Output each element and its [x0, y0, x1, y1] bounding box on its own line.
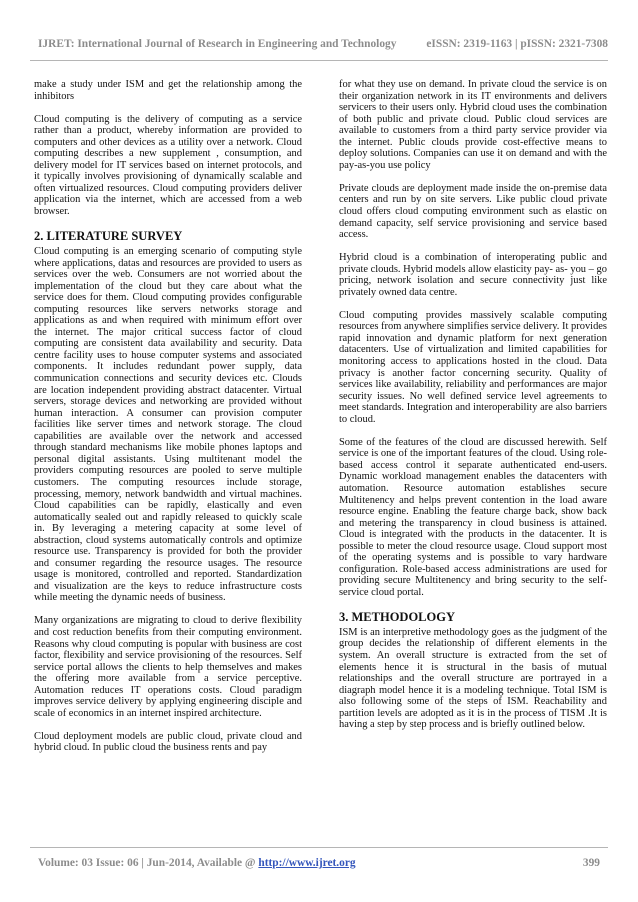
paragraph: for what they use on demand. In private cloud the service is on their organization network in its IT environments and delivers servicers to their users only. Hybrid cloud uses the combination of both public and private cloud. Public cloud services are available to customers from a third party service provider via the internet. Public clouds provide cost-effective means to deploy solutions. Companies can use it on demand and with the pay-as-you use policy: [339, 79, 607, 171]
footer-divider: [30, 847, 608, 848]
paragraph: Some of the features of the cloud are discussed herewith. Self service is one of the important features of the cloud. Using role-based access control it separate authenticated end-users. Dynamic workload management enables the datacenters with automation. Resource automation establishes secure Multitenency and helps prevent contention in the load aware resource engine. Enabling the feature charge back, show back and metering the transparency in cloud business is attained. Cloud is integrated with the products in the datacenter. It is possible to meter the cloud resource usage. Cloud support most of the operating systems and is possible to vary hardware configuration. Role-based access administrations are used for providing secure Multitenency and bring security to the self-service cloud portal.: [339, 436, 607, 598]
paragraph: Many organizations are migrating to cloud to derive flexibility and cost reduction benefits from their computing environment. Reasons why cloud computing is popular with business are cost factor, flexibility and service provisioning of the resources. Self service portal allows the clients to help themselves and makes the offering more available from a service perceptive. Automation reduces IT operations costs. Cloud paradigm improves service delivery by applying engineering disciple and scale of economics in an internet inspired architecture.: [34, 615, 302, 719]
section-heading-literature-survey: 2. LITERATURE SURVEY: [34, 229, 183, 244]
paragraph: make a study under ISM and get the relationship among the inhibitors: [34, 79, 302, 102]
header-divider: [30, 60, 608, 61]
paragraph: Hybrid cloud is a combination of interoperating public and private clouds. Hybrid models allow elasticity pay- as- you – go pricing, network isolation and secure connectivity just like privately owned data centre.: [339, 252, 607, 298]
page-number: 399: [582, 857, 600, 869]
running-footer: [38, 857, 600, 869]
journal-title: IJRET: International Journal of Research in Engineering and Technology: [38, 38, 397, 50]
right-column: [339, 79, 607, 742]
volume-text: Volume: 03 Issue: 06 | Jun-2014, Available @: [38, 857, 259, 869]
paragraph: Cloud computing provides massively scalable computing resources from anywhere simplifies service delivery. It provides rapid innovation and dynamic platform for next generation datacenters. Use of virtualization and limited capabilities for monitoring access to applications hosted in the cloud. Data privacy is another factor concerning security. Quality of services like availability, reliability and performances are major security issues. No well defined service level agreements to meet standards. Integration and interoperability are also barriers to cloud.: [339, 309, 607, 425]
issn: eISSN: 2319-1163 | pISSN: 2321-7308: [426, 38, 608, 50]
journal-link[interactable]: http://www.ijret.org: [258, 857, 356, 869]
paragraph: Cloud computing is the delivery of computing as a service rather than a product, whereby information are provided to computers and other devices as a utility over a network. Cloud computing describes a new supplement , consumption, and delivery model for IT services based on internet protocols, and it typically involves provisioning of dynamically scalable and often virtualized resources. Cloud computing providers deliver application via the internet, which are accessed from a web browser.: [34, 113, 302, 217]
volume-info: [38, 857, 356, 869]
paragraph: Private clouds are deployment made inside the on-premise data centers and run by on site servers. Like public cloud private cloud offers cloud computing environment such as elastic on demand capacity, self service provisioning and service based access.: [339, 182, 607, 241]
paragraph: ISM is an interpretive methodology goes as the judgment of the group decides the relationship of different elements in the system. An overall structure is extracted from the set of elements hence it is structural in the basis of mutual relationships and the overall structure are portrayed in a diagraph model hence it is a modeling technique. Total ISM is also following some of the steps of ISM. Reachability and partition levels are adopted as it is in the process of TISM .It is having a step by step process and is briefly outlined below.: [339, 626, 607, 731]
paragraph: Cloud computing is an emerging scenario of computing style where applications, datas and resources are provided to users as services over the web. Consumers are not worried about the implementation of the cloud but they care about what the service does for them. Cloud computing provides configurable computing resources like servers networks storage and applications as and when required with minimum effort over the internet. The major critical success factor of cloud computing are consistent data availability and security. Data centre facility uses to house computer systems and associated components. It includes redundant power supply, data communication connections and security devices etc. Clouds are location independent providing abstract datacenter. Virtual servers, storage devices and networking are provided without human interaction. A consumer can provision computer facilities like server times and network storage. The cloud capabilities are available over the network and accessed through standard mechanisms like mobile phones laptops and personal digital assistants. Using multitenant model the providers computing resources are pooled to serve multiple customers. The computing resources include storage, processing, memory, network bandwidth and virtual machines. Cloud capabilities can be rapidly, elastically and even automatically sealed out and rapidly released to quickly scale in. By leveraging a metering capacity at some level of abstraction, cloud systems automatically controls and optimize resource use. Transparency is provided for both the provider and consumer regarding the resource usages. The resource usage is monitored, controlled and reported. Standardization and visualization are the keys to reduce infrastructure costs while meeting the dynamic needs of business.: [34, 246, 302, 604]
section-heading-methodology: 3. METHODOLOGY: [339, 609, 455, 624]
left-column: [34, 79, 302, 765]
paragraph: Cloud deployment models are public cloud, private cloud and hybrid cloud. In public cloud the business rents and pay: [34, 730, 302, 754]
running-header: [38, 38, 608, 50]
